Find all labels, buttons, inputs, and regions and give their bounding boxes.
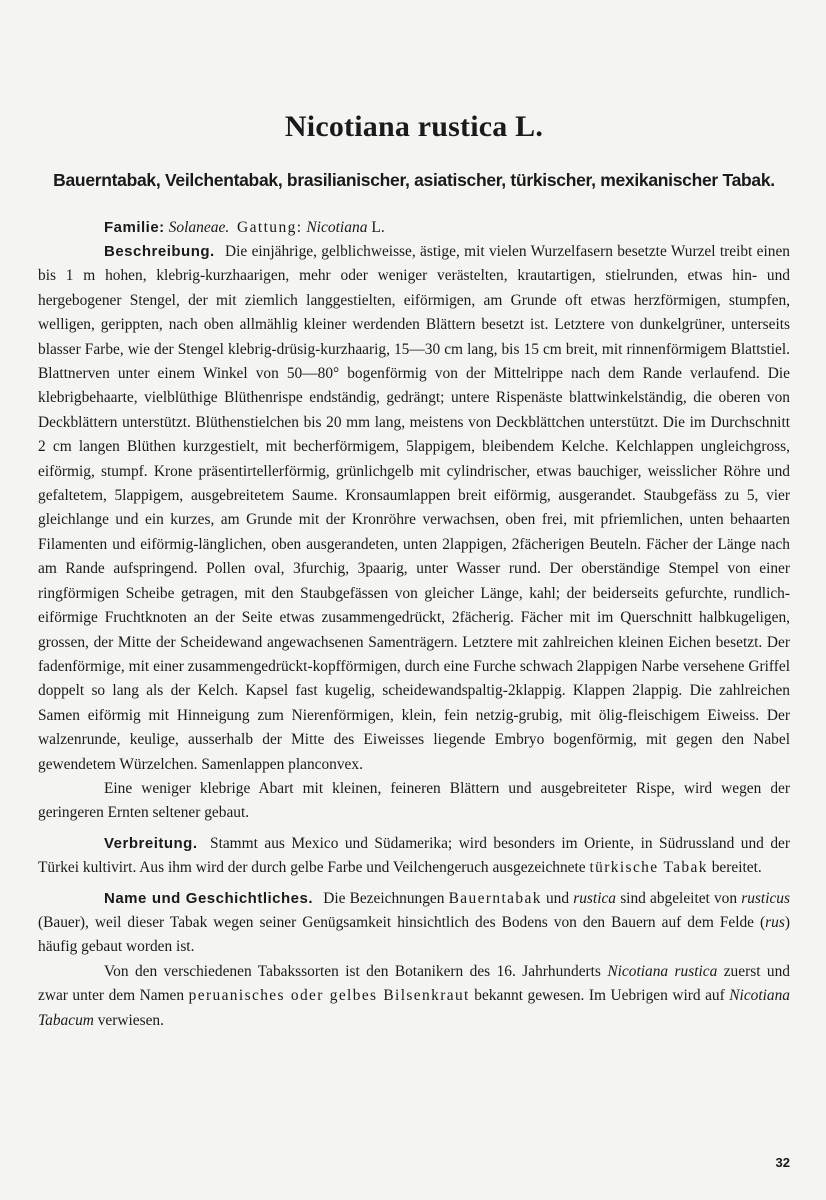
gattung-value: Nicotiana [306,219,368,236]
abart-paragraph [38,777,790,826]
von-spaced-1: peruanisches oder gelbes Bilsenkraut [188,987,470,1005]
taxonomy-line [38,219,790,237]
name-text-3: sind abgeleitet von [620,889,738,907]
familie-value: Solaneae. [168,219,230,236]
name-geschichte-label: Name und Geschichtliches. [104,889,314,907]
von-den-paragraph [38,960,790,1033]
page-title: Nicotiana rustica L. [284,110,544,143]
beschreibung-paragraph [38,240,790,777]
name-geschichte-paragraph [38,887,790,960]
gattung-author: L. [371,219,385,236]
verbreitung-paragraph [38,832,790,881]
verbreitung-label: Verbreitung. [104,834,198,852]
von-italic-1: Nicotiana rustica [607,962,718,980]
von-text-2: zuerst und zwar unter dem Namen [38,962,790,1005]
beschreibung-label: Beschreibung. [104,243,215,260]
name-text-4: (Bauer), weil dieser Tabak wegen seiner Genügsamkeit hinsichtlich des Bodens von den Bauern auf dem Felde ( [38,913,766,931]
verbreitung-text-end: bereitet. [711,859,762,877]
beschreibung-text: Die einjährige, gelblichweisse, ästige, mit vielen Wurzelfasern besetzte Wurzel treibt einen bis 1 m hohen, klebrig-kurzhaarigen, mehr oder weniger verästelten, krautartigen, stielrunden, etwas hin- und hergebogener Stengel, der mit ziemlich langgestielten, eiförmigen, am Grunde oft etwas herzförmigen, stumpfen, welligen, gerippten, nach oben allmählig kleiner werdenden Blättern besetzt ist. Letztere von dunkelgrüner, unterseits blasser Farbe, wie der Stengel klebrig-drüsig-kurzhaarig, 15—30 cm lang, bis 15 cm breit, mit rinnenförmigem Blattstiel. Blattnerven unter einem Winkel von 50—80° bogenförmig von der Mittelrippe nach dem Rande verlaufend. Die klebrigbehaarte, vielblüthige Blüthenrispe endständig, gedrängt; untere Rispenäste blattwinkelständig, die oberen von Deckblättern unterstützt. Blüthenstielchen bis 20 mm lang, meistens von Deckblättchen unterstützt. Die im Durchschnitt 2 cm langen Blüthen kurzgestielt, mit becherförmigem, 5lappigem, bleibendem Kelche. Kelchlappen ungleichgross, eiförmig, stumpf. Krone präsentirtellerförmig, grünlichgelb mit cylindrischer, etwas bauchiger, weisslicher Röhre und gefaltetem, 5lappigem, ausgebreitetem Saume. Kronsaumlappen breit eiförmig, ausgerandet. Staubgefäss zu 5, vier gleichlange und ein kurzes, am Grunde mit der Kronröhre verwachsen, oben frei, mit pfriemlichen, unten behaarten Filamenten und eiförmig-länglichen, oben ausgerandeten, unten 2lappigen, 2fächerigen Beuteln. Fächer der Länge nach am Rande aufspringend. Pollen oval, 3furchig, 3paarig, unter Wasser rund. Der oberständige Stempel von einer ringförmigen Scheibe getragen, mit den Staubgefässen von gleicher Länge, kahl; der beiderseits gefurchte, rundlich-eiförmige Fruchtknoten an der Seite etwas zusammengedrückt, 2fächerig. Fächer mit im Querschnitt halbkugeligen, grossen, der Mitte der Scheidewand angewachsenen Samenträgern. Letztere mit zahlreichen kleinen Eichen besetzt. Der fadenförmige, mit einer zusammengedrückt-kopfförmigen, durch eine Furche schwach 2lappigen Narbe versehene Griffel doppelt so lang als der Kelch. Kapsel fast kugelig, scheidewandspaltig-2klappig. Klappen 2lappig. Die zahlreichen Samen eiförmig mit Hinneigung zum Nierenförmigen, klein, fein netzig-grubig, mit ölig-fleischigem Eiweiss. Der walzenrunde, keulige, ausserhalb der Mitte des Eiweisses liegende Embryo bogenförmig, mit gegen den Nabel gewendetem Würzelchen. Samenlappen planconvex. [38,243,790,773]
verbreitung-spaced: türkische Tabak [589,859,708,877]
familie-label: Familie: [104,219,165,236]
von-text-3: bekannt gewesen. Im Uebrigen wird auf [474,987,725,1005]
name-italic-3: rus [765,913,785,931]
gattung-label: Gattung: [237,219,303,236]
name-italic-2: rusticus [741,889,790,907]
name-text-5: ) häufig gebaut worden ist. [38,913,790,956]
name-text-1: Die Bezeichnungen [323,889,445,907]
page-number: 32 [775,1155,790,1170]
common-names-subtitle: Bauerntabak, Veilchentabak, brasilianischer, asiatischer, türkischer, mexikanischer Tabak. [53,170,775,190]
name-italic-1: rustica [573,889,617,907]
von-text-1: Von den verschiedenen Tabakssorten ist den Botanikern des 16. Jahrhunderts [104,962,601,980]
verbreitung-text: Stammt aus Mexico und Südamerika; wird besonders im Oriente, in Südrussland und der Türkei kultivirt. Aus ihm wird der durch gelbe Farbe und Veilchengeruch ausgezeichnete [38,834,790,877]
name-spaced-1: Bauerntabak [448,889,542,907]
abart-text: Eine weniger klebrige Abart mit kleinen, feineren Blättern und ausgebreiteter Rispe, wird wegen der geringeren Ernten seltener gebaut. [38,779,790,822]
von-text-4: verwiesen. [97,1011,164,1029]
name-text-2: und [545,889,570,907]
von-italic-2: Nicotiana Tabacum [38,987,790,1029]
document-page [38,110,790,1033]
